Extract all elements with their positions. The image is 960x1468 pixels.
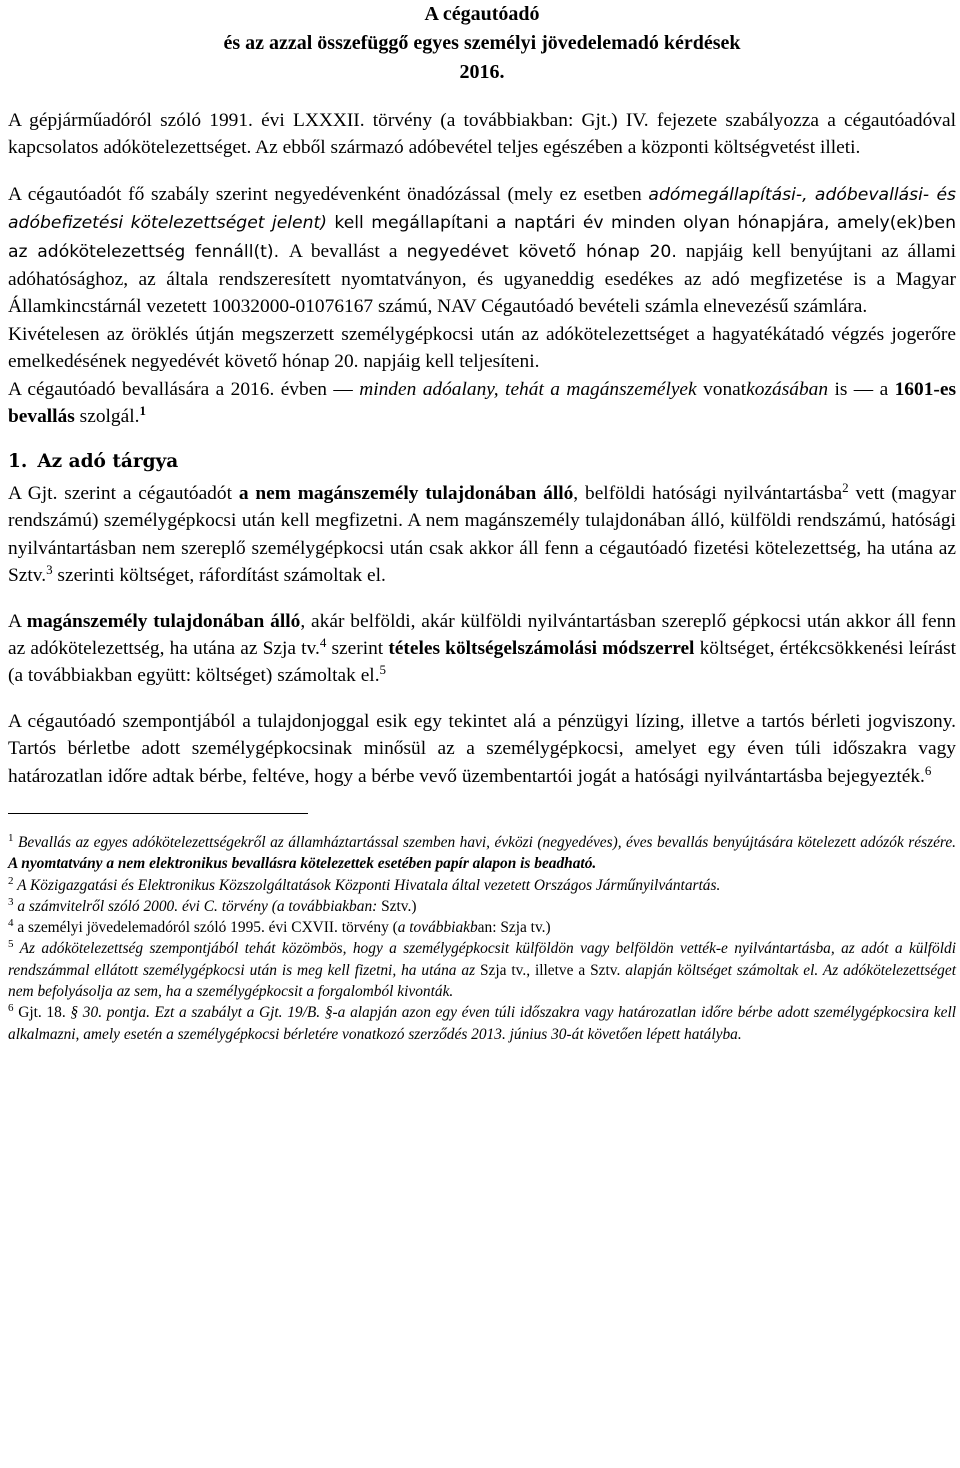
paragraph-return-form: A cégautóadó bevallására a 2016. évben — minden adóalany, tehát a magánszemélyek vonatkozásában is — a 1601-es bevallás szolgál.$^1$: [8, 378, 957, 428]
paragraph-inheritance: Kivételesen az öröklés útján megszerzett személygépkocsi után az adókötelezettséget a hagyatékátadó végzés jogerőre emelkedésének negyedévét követő hónap 20. napjáig kell teljesíteni.: [8, 323, 956, 373]
paragraph-tax-object: A Gjt. szerint a cégautóadót a nem magánszemély tulajdonában álló, belföldi hatósági nyilvántartásba$^2$ vett (magyar rendszámú) személygépkocsi után kell megfizetni. A nem magánszemély tulajdonában álló, külföldi rendszámú, hatósági nyilvántartásban nem szereplő személygépkocsi után csak akkor áll fenn a cégautóadó fizetési kötelezettség, ha utána az Sztv.$^3$ szerinti költséget, ráfordítást számoltak el.: [8, 479, 957, 587]
footnote-separator: [8, 813, 308, 814]
footnote-1: $^1$ Bevallás az egyes adókötelezettségekről az államháztartással szemben havi, évközi (negyedéves), éves bevallás benyújtására kötelezett adózók részére. A nyomtatvány a nem elektronikus bevallásra kötelezettek esetében papír alapon is beadható.: [8, 831, 956, 873]
document-title: [8, 0, 956, 87]
paragraph-leasing: A cégautóadó szempontjából a tulajdonjoggal esik egy tekintet alá a pénzügyi lízing, illetve a tartós bérleti jogviszony. Tartós bérletbe adott személygépkocsinak minősül az a személygépkocsi, amelyet egy éven túli időszakra vagy határozatlan időre adtak bérbe, feltéve, hogy a bérbe vevő üzembentartói jogát a hatósági nyilvántartásba bejegyezték.$^6$: [8, 710, 956, 787]
section-heading: 1. Az adó tárgya: [8, 451, 179, 473]
footnote-ref-4: 4: [319, 634, 327, 650]
spacer: [8, 162, 956, 181]
title-line-2: és az azzal összefüggő egyes személyi jövedelemadó kérdések: [223, 32, 741, 54]
footnote-ref-5: 5: [379, 662, 387, 678]
footnote-6: $^6$ Gjt. 18. § 30. pontja. Ezt a szabályt a Gjt. 19/B. §-a alapján azon egy éven túli időszakra vagy határozatlan időre bérbe adott személygépkocsira kell alkalmazni, amely esetén a személygépkocsi bérletére vonatkozó szerződés 2013. június 30-át követően lépett hatályba.: [8, 1002, 956, 1043]
paragraph-private-owner: A magánszemély tulajdonában álló, akár belföldi, akár külföldi nyilvántartásban szereplő gépkocsi után akkor áll fenn az adókötelezettség, ha utána az Szja tv.$^4$ szerint tételes költségelszámolási módszerrel költséget, értékcsökkenési leírást (a továbbiakban együtt: költséget) számoltak el.$^5$: [8, 610, 957, 687]
footnote-ref-3: 3: [46, 562, 53, 578]
title-line-3: 2016.: [459, 61, 505, 83]
spacer: [8, 590, 956, 608]
footnote-5: $^5$ Az adókötelezettség szempontjából tehát közömbös, hogy a személygépkocsit külföldön vagy belföldön vették-e nyilvántartásba, az adót a külföldi rendszámmal ellátott személygépkocsi után is meg kell fizetni, ha utána az Szja tv., illetve a Sztv. alapján költséget számoltak el. Az adókötelezettséget nem befolyásolja az sem, ha a személygépkocsit a forgalomból kivonták.: [8, 938, 956, 1001]
footnote-4: $^4$ a személyi jövedelemadóról szóló 1995. évi CXVII. törvény (a továbbiakban: Szja tv.): [8, 917, 551, 937]
footnote-3: $^3$ a számvitelről szóló 2000. évi C. törvény (a továbbiakban: Sztv.): [8, 895, 417, 915]
spacer: [8, 690, 956, 708]
footnotes: [8, 832, 956, 1045]
footnote-ref-2: 2: [842, 479, 849, 495]
footnote-ref-6: 6: [924, 762, 932, 778]
intro-paragraph: A gépjárműadóról szóló 1991. évi LXXXII. törvény (a továbbiakban: Gjt.) IV. fejezete szabályozza a cégautóadóval kapcsolatos adókötelezettséget. Az ebből származó adóbevétel teljes egészében a központi költségvetést illeti.: [8, 110, 956, 159]
footnote-2: $^2$ A Közigazgatási és Elektronikus Közszolgáltatások Központi Hivatala által vezetett Országos Járműnyilvántartás.: [8, 874, 721, 894]
paragraph-self-assessment: A cégautóadót fő szabály szerint negyedévenként önadózással (mely ez esetben adómegállapítási-, adóbevallási- és adóbefizetési kötelezettséget jelent) kell megállapítani a naptári év minden olyan hónapjára, amely(ek)ben az adókötelezettség fennáll(t). A bevallást a negyedévet követő hónap 20. napjáig kell benyújtani az állami adóhatósághoz, az általa rendszeresített nyomtatványon, és ugyaneddig esedékes az adó megfizetése is a Magyar Államkincstárnál vezetett 10032000-01076167 számú, NAV Cégautóadó bevételi számla elnevezésű számlára.: [8, 183, 957, 318]
title-line-1: A cégautóadó: [424, 3, 540, 25]
footnote-ref-1: 1: [139, 403, 146, 419]
document-page: [8, 0, 956, 1045]
